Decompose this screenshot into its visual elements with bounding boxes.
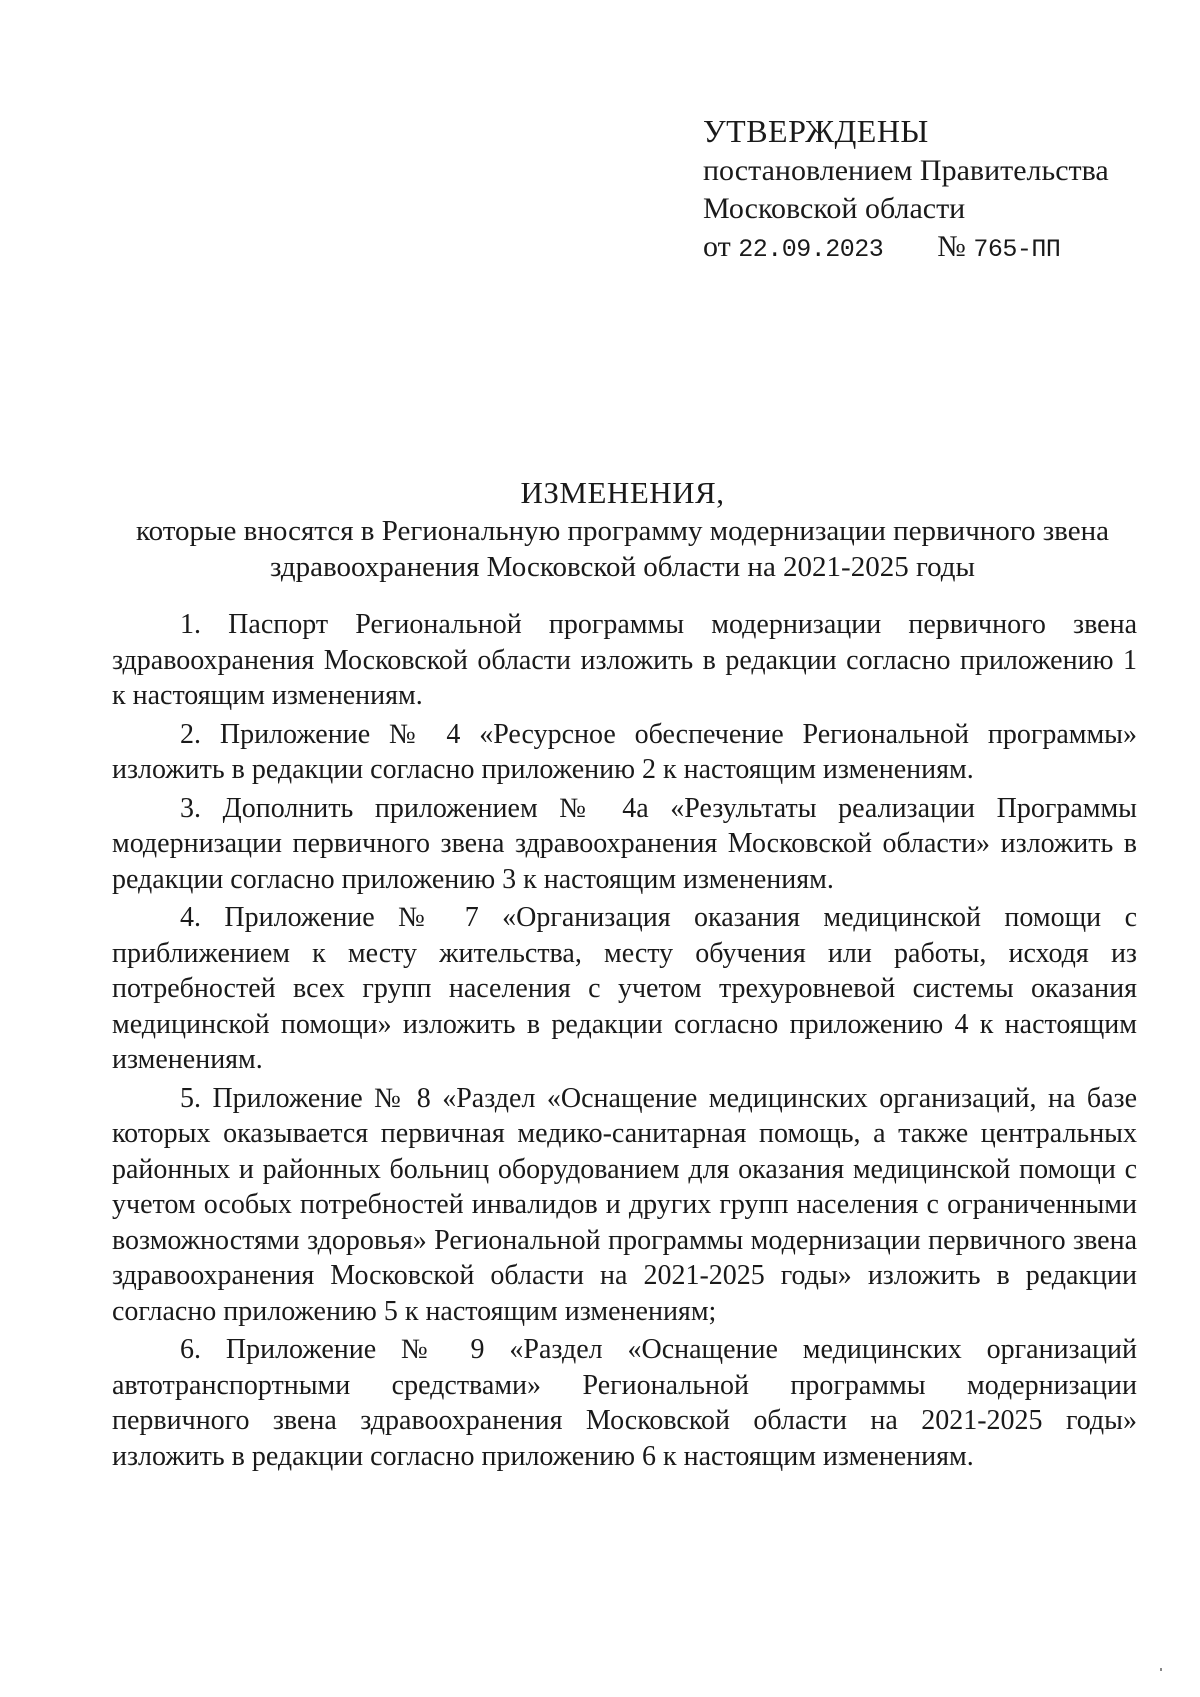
approval-date: 22.09.2023: [738, 235, 884, 264]
change-item-4: 4. Приложение № 7 «Организация оказания медицинской помощи с приближением к месту жительства, месту обучения или работы, исходя из потребностей всех групп населения с учетом трехуровневой системы оказания медицинской помощи» изложить в редакции согласно приложению 4 к настоящим изменениям.: [112, 902, 1137, 1075]
date-prefix: от: [703, 230, 731, 263]
heading-title: ИЗМЕНЕНИЯ,: [520, 475, 725, 510]
approval-date-line: [703, 228, 1109, 269]
change-item-6: 6. Приложение № 9 «Раздел «Оснащение медицинских организаций автотранспортными средствами» Региональной программы модернизации первичного звена здравоохранения Московской области на 2021-2025 годы» изложить в редакции согласно приложению 6 к настоящим изменениям.: [112, 1334, 1137, 1472]
changes-list: [112, 607, 1137, 1477]
scan-speck: [1160, 1668, 1162, 1671]
approval-line-2: Московской области: [703, 192, 966, 225]
heading-subtitle: которые вносятся в Региональную программу модернизации первичного звена здравоохранения Московской области на 2021-2025 годы: [136, 515, 1109, 583]
number-sign: №: [937, 230, 966, 263]
change-item-2: 2. Приложение № 4 «Ресурсное обеспечение Региональной программы» изложить в редакции согласно приложению 2 к настоящим изменениям.: [112, 718, 1137, 785]
approval-stamp: [703, 112, 1109, 269]
approval-line-1: постановлением Правительства: [703, 154, 1109, 187]
change-item-1: 1. Паспорт Региональной программы модернизации первичного звена здравоохранения Московской области изложить в редакции согласно приложению 1 к настоящим изменениям.: [112, 609, 1137, 711]
approval-title: УТВЕРЖДЕНЫ: [703, 113, 929, 149]
change-item-5: 5. Приложение № 8 «Раздел «Оснащение медицинских организаций, на базе которых оказывается первичная медико-санитарная помощь, а также центральных районных и районных больниц оборудованием для оказания медицинской помощи с учетом особых потребностей инвалидов и других групп населения с ограниченными возможностями здоровья» Региональной программы модернизации первичного звена здравоохранения Московской области на 2021-2025 годы» изложить в редакции согласно приложению 5 к настоящим изменениям;: [112, 1082, 1137, 1327]
approval-number: 765-ПП: [973, 235, 1061, 264]
document-heading: [110, 475, 1135, 585]
change-item-3: 3. Дополнить приложением № 4а «Результаты реализации Программы модернизации первичного звена здравоохранения Московской области» изложить в редакции согласно приложению 3 к настоящим изменениям.: [112, 792, 1137, 895]
